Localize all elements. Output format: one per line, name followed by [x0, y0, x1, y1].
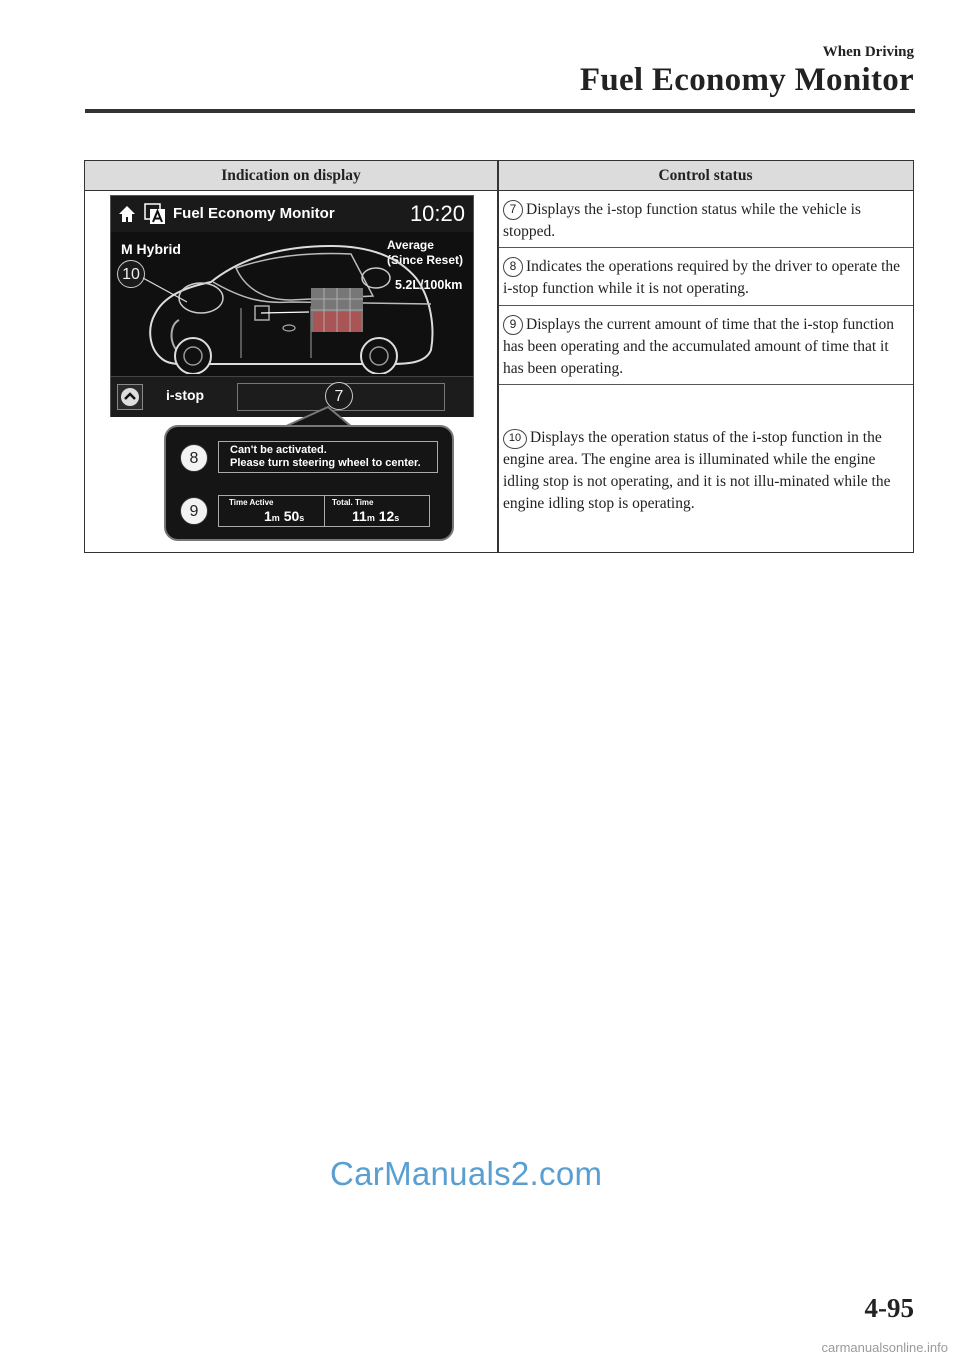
total-time-minutes: 11: [352, 508, 367, 524]
header-section: When Driving: [822, 44, 914, 60]
istop-label: i-stop: [166, 387, 205, 403]
time-active-value: [264, 508, 304, 524]
table-row: [499, 191, 913, 248]
table-row: [499, 385, 913, 552]
table-header: [85, 161, 913, 191]
average-value: 5.2L/100km: [395, 278, 463, 292]
fuel-economy-display: [110, 195, 474, 417]
header-rule: [85, 109, 915, 113]
time-divider: [324, 495, 325, 527]
scroll-up-button[interactable]: [117, 384, 143, 410]
number-8-icon: 8: [503, 257, 523, 277]
row-text: Displays the operation status of the i-stop function in the engine area. The engine area is illuminated while the engine idling stop is not operating, and it is not illu-minated while the engine idling stop is operating.: [503, 429, 891, 512]
row-text: Indicates the operations required by the driver to operate the i-stop function while it is not operating.: [503, 258, 901, 297]
number-7-icon: 7: [503, 200, 523, 220]
message-line-1: Can't be activated.: [230, 444, 327, 456]
total-time-value: [352, 508, 399, 524]
minutes-unit: m: [366, 513, 375, 523]
table-row: [499, 248, 913, 306]
table-row: [499, 306, 913, 385]
message-line-2: Please turn steering wheel to center.: [230, 457, 421, 469]
istop-detail-display: [164, 425, 454, 541]
callout-9: 9: [180, 497, 208, 525]
time-active-label: Time Active: [229, 498, 274, 507]
total-time-label: Total. Time: [332, 498, 374, 507]
average-label: Average: [387, 238, 434, 252]
callout-8: 8: [180, 444, 208, 472]
column-header-indication: Indication on display: [221, 167, 361, 184]
callout-7: 7: [325, 382, 353, 410]
page-title: Fuel Economy Monitor: [579, 62, 914, 98]
footer-site: carmanualsonline.info: [821, 1340, 948, 1355]
total-time-seconds: 12: [378, 508, 395, 524]
number-9-icon: 9: [503, 315, 523, 335]
app-a-icon: [144, 203, 166, 225]
display-title: Fuel Economy Monitor: [173, 205, 335, 222]
minutes-unit: m: [271, 513, 280, 523]
seconds-unit: s: [299, 513, 305, 523]
time-active-seconds: 50: [283, 508, 300, 524]
row-text: Displays the current amount of time that the i-stop function has been operating and the accumulated amount of time that it has been operating.: [503, 316, 895, 377]
callout-10-leader: [141, 276, 191, 306]
callout-10: 10: [117, 260, 145, 288]
column-header-control-status: Control status: [658, 167, 753, 184]
row-text: Displays the i-stop function status while the vehicle is stopped.: [503, 201, 861, 240]
home-icon: [117, 204, 137, 224]
time-active-minutes: 1: [264, 508, 272, 524]
average-period: (Since Reset): [387, 253, 464, 267]
number-10-icon: 10: [503, 429, 527, 449]
watermark: CarManuals2.com: [330, 1155, 603, 1192]
chevron-up-icon: [118, 385, 142, 409]
car-illustration: [141, 238, 441, 374]
seconds-unit: s: [394, 513, 400, 523]
display-top-bar: [111, 196, 473, 232]
drive-mode: M Hybrid: [121, 241, 181, 257]
fuel-economy-bars: [311, 288, 363, 332]
display-clock: 10:20: [409, 201, 465, 226]
page-number: 4-95: [864, 1293, 914, 1323]
